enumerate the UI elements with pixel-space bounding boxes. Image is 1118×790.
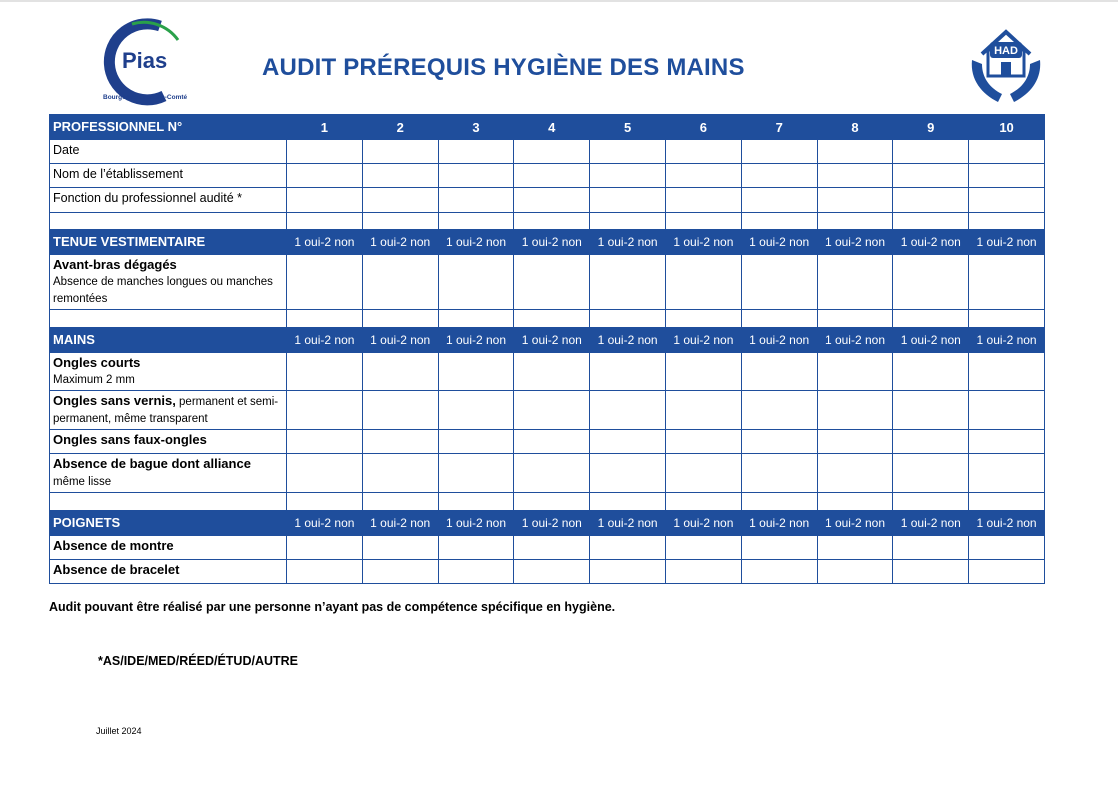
table-cell[interactable] [438, 536, 514, 560]
yes-no-label: 1 oui-2 non [817, 230, 893, 255]
col-number: 10 [969, 115, 1045, 140]
table-cell[interactable] [438, 391, 514, 430]
table-cell[interactable] [590, 255, 666, 310]
col-number: 2 [362, 115, 438, 140]
yes-no-label: 1 oui-2 non [969, 511, 1045, 536]
yes-no-label: 1 oui-2 non [893, 328, 969, 353]
table-cell[interactable] [438, 140, 514, 164]
functions-footnote: *AS/IDE/MED/RÉED/ÉTUD/AUTRE [98, 654, 299, 668]
table-cell[interactable] [893, 391, 969, 430]
table-cell[interactable] [362, 353, 438, 391]
table-cell[interactable] [893, 255, 969, 310]
col-number: 3 [438, 115, 514, 140]
table-cell[interactable] [741, 353, 817, 391]
table-row [50, 536, 1045, 560]
table-cell[interactable] [514, 255, 590, 310]
had-house-hands-icon [968, 24, 1044, 106]
table-cell[interactable] [665, 188, 741, 213]
col-number: 4 [514, 115, 590, 140]
table-cell[interactable] [287, 164, 363, 188]
table-cell[interactable] [969, 430, 1045, 454]
table-cell[interactable] [893, 536, 969, 560]
col-number: 5 [590, 115, 666, 140]
yes-no-label: 1 oui-2 non [665, 328, 741, 353]
table-row [50, 353, 1045, 391]
logo-left-text: Pias [122, 48, 168, 73]
yes-no-label: 1 oui-2 non [969, 328, 1045, 353]
table-cell[interactable] [287, 536, 363, 560]
document-date: Juillet 2024 [96, 726, 142, 736]
criterion-title: Absence de bracelet [53, 562, 180, 577]
table-cell[interactable] [514, 560, 590, 584]
table-cell[interactable] [362, 536, 438, 560]
criterion-detail: Maximum 2 mm [53, 374, 135, 386]
table-cell[interactable] [817, 454, 893, 493]
table-cell[interactable] [665, 454, 741, 493]
criterion-title: Ongles courts [53, 355, 141, 370]
table-cell[interactable] [665, 536, 741, 560]
table-cell[interactable] [590, 391, 666, 430]
criterion-label [50, 454, 287, 493]
table-cell[interactable] [514, 536, 590, 560]
table-row [50, 255, 1045, 310]
table-row [50, 454, 1045, 493]
table-cell[interactable] [287, 430, 363, 454]
table-cell[interactable] [969, 560, 1045, 584]
criterion-title: Absence de montre [53, 538, 174, 553]
audit-note: Audit pouvant être réalisé par une personne n’ayant pas de compétence spécifique en hygiène. [49, 600, 616, 614]
table-cell[interactable] [438, 454, 514, 493]
table-cell[interactable] [741, 536, 817, 560]
table-cell[interactable] [893, 454, 969, 493]
criterion-title: Avant-bras dégagés [53, 257, 177, 272]
yes-no-label: 1 oui-2 non [665, 230, 741, 255]
table-row [50, 560, 1045, 584]
table-cell[interactable] [817, 430, 893, 454]
table-cell[interactable] [969, 255, 1045, 310]
table-cell[interactable] [514, 454, 590, 493]
table-row [50, 430, 1045, 454]
table-row [50, 391, 1045, 430]
table-cell[interactable] [287, 188, 363, 213]
yes-no-label: 1 oui-2 non [665, 511, 741, 536]
table-cell[interactable] [590, 164, 666, 188]
spacer-row [50, 213, 1045, 230]
table-row [50, 188, 1045, 213]
section-header-mains [50, 328, 1045, 353]
criterion-label [50, 560, 287, 584]
table-cell[interactable] [590, 430, 666, 454]
yes-no-label: 1 oui-2 non [362, 328, 438, 353]
table-cell[interactable] [969, 164, 1045, 188]
yes-no-label: 1 oui-2 non [893, 511, 969, 536]
table-cell[interactable] [665, 140, 741, 164]
logo-right-text: HAD [994, 45, 1018, 57]
professional-header: PROFESSIONNEL N° [50, 115, 287, 140]
table-cell[interactable] [741, 188, 817, 213]
yes-no-label: 1 oui-2 non [741, 328, 817, 353]
table-cell[interactable] [287, 353, 363, 391]
yes-no-label: 1 oui-2 non [741, 230, 817, 255]
yes-no-label: 1 oui-2 non [590, 230, 666, 255]
table-cell[interactable] [893, 164, 969, 188]
table-cell[interactable] [665, 164, 741, 188]
table-cell[interactable] [893, 353, 969, 391]
table-cell[interactable] [438, 255, 514, 310]
yes-no-label: 1 oui-2 non [287, 230, 363, 255]
table-cell[interactable] [817, 391, 893, 430]
yes-no-label: 1 oui-2 non [590, 328, 666, 353]
table-cell[interactable] [741, 430, 817, 454]
table-row [50, 164, 1045, 188]
table-cell[interactable] [741, 391, 817, 430]
table-cell[interactable] [893, 430, 969, 454]
yes-no-label: 1 oui-2 non [438, 328, 514, 353]
table-cell[interactable] [817, 536, 893, 560]
criterion-label [50, 430, 287, 454]
section-title: POIGNETS [50, 511, 287, 536]
table-cell[interactable] [969, 391, 1045, 430]
table-cell[interactable] [287, 560, 363, 584]
table-cell[interactable] [741, 560, 817, 584]
spacer-row [50, 493, 1045, 511]
yes-no-label: 1 oui-2 non [287, 511, 363, 536]
table-cell[interactable] [362, 391, 438, 430]
col-number: 9 [893, 115, 969, 140]
yes-no-label: 1 oui-2 non [590, 511, 666, 536]
criterion-label [50, 391, 287, 430]
yes-no-label: 1 oui-2 non [514, 328, 590, 353]
yes-no-label: 1 oui-2 non [893, 230, 969, 255]
table-cell[interactable] [362, 255, 438, 310]
table-cell[interactable] [665, 560, 741, 584]
table-cell[interactable] [438, 164, 514, 188]
row-label-date: Date [50, 140, 287, 164]
table-cell[interactable] [438, 560, 514, 584]
yes-no-label: 1 oui-2 non [969, 230, 1045, 255]
section-title: TENUE VESTIMENTAIRE [50, 230, 287, 255]
yes-no-label: 1 oui-2 non [362, 511, 438, 536]
table-cell[interactable] [362, 140, 438, 164]
table-cell[interactable] [514, 391, 590, 430]
criterion-title: Ongles sans faux-ongles [53, 432, 207, 447]
table-cell[interactable] [287, 255, 363, 310]
yes-no-label: 1 oui-2 non [362, 230, 438, 255]
yes-no-label: 1 oui-2 non [741, 511, 817, 536]
section-header-poignets [50, 511, 1045, 536]
table-cell[interactable] [287, 454, 363, 493]
table-cell[interactable] [969, 353, 1045, 391]
criterion-label [50, 536, 287, 560]
top-border [0, 0, 1118, 2]
table-cell[interactable] [362, 560, 438, 584]
table-cell[interactable] [741, 164, 817, 188]
table-cell[interactable] [514, 164, 590, 188]
table-cell[interactable] [817, 140, 893, 164]
table-cell[interactable] [665, 255, 741, 310]
col-number: 7 [741, 115, 817, 140]
table-cell[interactable] [817, 188, 893, 213]
section-header-tenue [50, 230, 1045, 255]
table-cell[interactable] [362, 430, 438, 454]
table-cell[interactable] [665, 430, 741, 454]
table-cell[interactable] [590, 560, 666, 584]
table-cell[interactable] [514, 353, 590, 391]
yes-no-label: 1 oui-2 non [514, 230, 590, 255]
table-cell[interactable] [590, 353, 666, 391]
table-cell[interactable] [287, 391, 363, 430]
table-cell[interactable] [514, 430, 590, 454]
table-cell[interactable] [514, 188, 590, 213]
table-cell[interactable] [741, 454, 817, 493]
table-cell[interactable] [438, 353, 514, 391]
audit-table [49, 114, 1045, 584]
criterion-label [50, 255, 287, 310]
table-cell[interactable] [969, 140, 1045, 164]
criterion-detail: Absence de manches longues ou manches remontées [53, 276, 273, 305]
table-cell[interactable] [817, 164, 893, 188]
table-cell[interactable] [741, 255, 817, 310]
yes-no-label: 1 oui-2 non [438, 230, 514, 255]
table-cell[interactable] [893, 140, 969, 164]
table-cell[interactable] [590, 536, 666, 560]
table-cell[interactable] [817, 353, 893, 391]
page-title: AUDIT PRÉREQUIS HYGIÈNE DES MAINS [262, 54, 745, 81]
table-cell[interactable] [969, 536, 1045, 560]
table-cell[interactable] [665, 391, 741, 430]
table-cell[interactable] [817, 255, 893, 310]
yes-no-label: 1 oui-2 non [817, 328, 893, 353]
yes-no-label: 1 oui-2 non [287, 328, 363, 353]
table-cell[interactable] [438, 430, 514, 454]
professional-header-row [50, 115, 1045, 140]
criterion-detail: même lisse [53, 476, 112, 488]
cpias-logo-icon [98, 18, 194, 106]
table-cell[interactable] [893, 188, 969, 213]
table-cell[interactable] [741, 140, 817, 164]
row-label-function: Fonction du professionnel audité * [50, 188, 287, 213]
table-cell[interactable] [590, 140, 666, 164]
table-cell[interactable] [514, 140, 590, 164]
table-cell[interactable] [590, 454, 666, 493]
criterion-label [50, 353, 287, 391]
yes-no-label: 1 oui-2 non [817, 511, 893, 536]
section-title: MAINS [50, 328, 287, 353]
row-label-establishment: Nom de l’établissement [50, 164, 287, 188]
criterion-title: Absence de bague dont alliance [53, 456, 251, 471]
table-cell[interactable] [969, 188, 1045, 213]
yes-no-label: 1 oui-2 non [438, 511, 514, 536]
col-number: 1 [287, 115, 363, 140]
table-cell[interactable] [438, 188, 514, 213]
logo-region-label: Bourgogne Franche-Comté [103, 94, 188, 101]
yes-no-label: 1 oui-2 non [514, 511, 590, 536]
table-cell[interactable] [893, 560, 969, 584]
table-cell[interactable] [362, 188, 438, 213]
col-number: 6 [665, 115, 741, 140]
table-cell[interactable] [969, 454, 1045, 493]
table-cell[interactable] [590, 188, 666, 213]
table-cell[interactable] [287, 140, 363, 164]
col-number: 8 [817, 115, 893, 140]
table-cell[interactable] [665, 353, 741, 391]
criterion-title: Ongles sans vernis, [53, 393, 176, 408]
table-row [50, 140, 1045, 164]
table-cell[interactable] [362, 454, 438, 493]
spacer-row [50, 310, 1045, 328]
table-cell[interactable] [817, 560, 893, 584]
criterion-detail: permanent et semi-permanent, même transparent [53, 396, 279, 425]
table-cell[interactable] [362, 164, 438, 188]
